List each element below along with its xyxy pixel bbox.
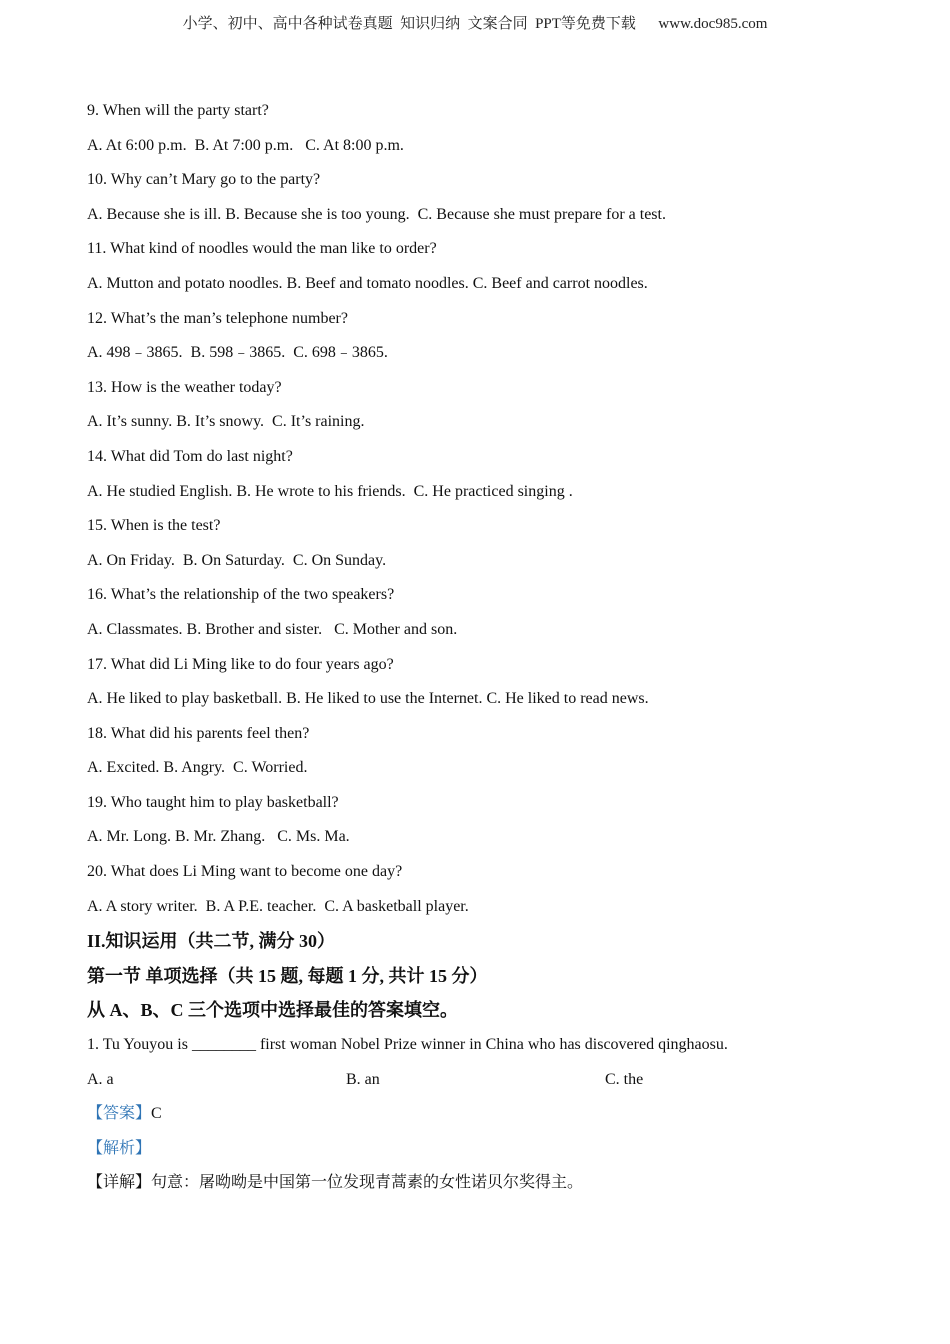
- answer-label: 【答案】: [87, 1105, 152, 1123]
- page-header: 小学、初中、高中各种试卷真题 知识归纳 文案合同 PPT等免费下载 www.doc985.com: [182, 16, 768, 32]
- options-20: A. A story writer. B. A P.E. teacher. C. A basketball player.: [87, 897, 469, 915]
- grammar-options-1: [87, 1068, 887, 1103]
- question-16: 16. What’s the relationship of the two speakers?: [87, 586, 395, 604]
- grammar-question-1: 1. Tu Youyou is ________ first woman Nobel Prize winner in China who has discovered qinghaosu.: [87, 1036, 728, 1054]
- option-a: A. a: [87, 1070, 114, 1088]
- section-title: II.知识运用（共二节, 满分 30）: [87, 931, 336, 952]
- document-body: [87, 99, 887, 1206]
- options-19: A. Mr. Long. B. Mr. Zhang. C. Ms. Ma.: [87, 828, 350, 846]
- options-17: A. He liked to play basketball. B. He liked to use the Internet. C. He liked to read news.: [87, 690, 649, 708]
- section-instruction: 从 A、B、C 三个选项中选择最佳的答案填空。: [87, 1000, 459, 1021]
- options-16: A. Classmates. B. Brother and sister. C. Mother and son.: [87, 620, 458, 638]
- question-11: 11. What kind of noodles would the man like to order?: [87, 240, 437, 258]
- options-9: A. At 6:00 p.m. B. At 7:00 p.m. C. At 8:00 p.m.: [87, 136, 404, 154]
- analysis-label: 【解析】: [87, 1139, 152, 1157]
- question-10: 10. Why can’t Mary go to the party?: [87, 171, 321, 189]
- question-13: 13. How is the weather today?: [87, 378, 282, 396]
- options-14: A. He studied English. B. He wrote to his friends. C. He practiced singing .: [87, 482, 573, 500]
- question-12: 12. What’s the man’s telephone number?: [87, 309, 348, 327]
- question-9: 9. When will the party start?: [87, 102, 269, 119]
- options-18: A. Excited. B. Angry. C. Worried.: [87, 759, 308, 777]
- question-17: 17. What did Li Ming like to do four years ago?: [87, 655, 394, 673]
- question-20: 20. What does Li Ming want to become one day?: [87, 863, 403, 881]
- question-14: 14. What did Tom do last night?: [87, 447, 293, 465]
- options-13: A. It’s sunny. B. It’s snowy. C. It’s raining.: [87, 413, 365, 431]
- options-10: A. Because she is ill. B. Because she is too young. C. Because she must prepare for a test.: [87, 205, 666, 223]
- option-c: C. the: [605, 1070, 644, 1088]
- question-15: 15. When is the test?: [87, 517, 221, 535]
- section-subtitle: 第一节 单项选择（共 15 题, 每题 1 分, 共计 15 分）: [87, 965, 488, 986]
- answer-line: [87, 1102, 887, 1137]
- question-18: 18. What did his parents feel then?: [87, 724, 310, 742]
- options-15: A. On Friday. B. On Saturday. C. On Sunday.: [87, 551, 387, 569]
- options-12: A. 498﹣3865. B. 598﹣3865. C. 698﹣3865.: [87, 344, 388, 362]
- options-11: A. Mutton and potato noodles. B. Beef and tomato noodles. C. Beef and carrot noodles.: [87, 274, 648, 292]
- question-19: 19. Who taught him to play basketball?: [87, 793, 339, 811]
- option-b: B. an: [346, 1070, 380, 1088]
- detail-line: 【详解】句意：屠呦呦是中国第一位发现青蒿素的女性诺贝尔奖得主。: [87, 1174, 584, 1192]
- answer-value: C: [151, 1105, 162, 1123]
